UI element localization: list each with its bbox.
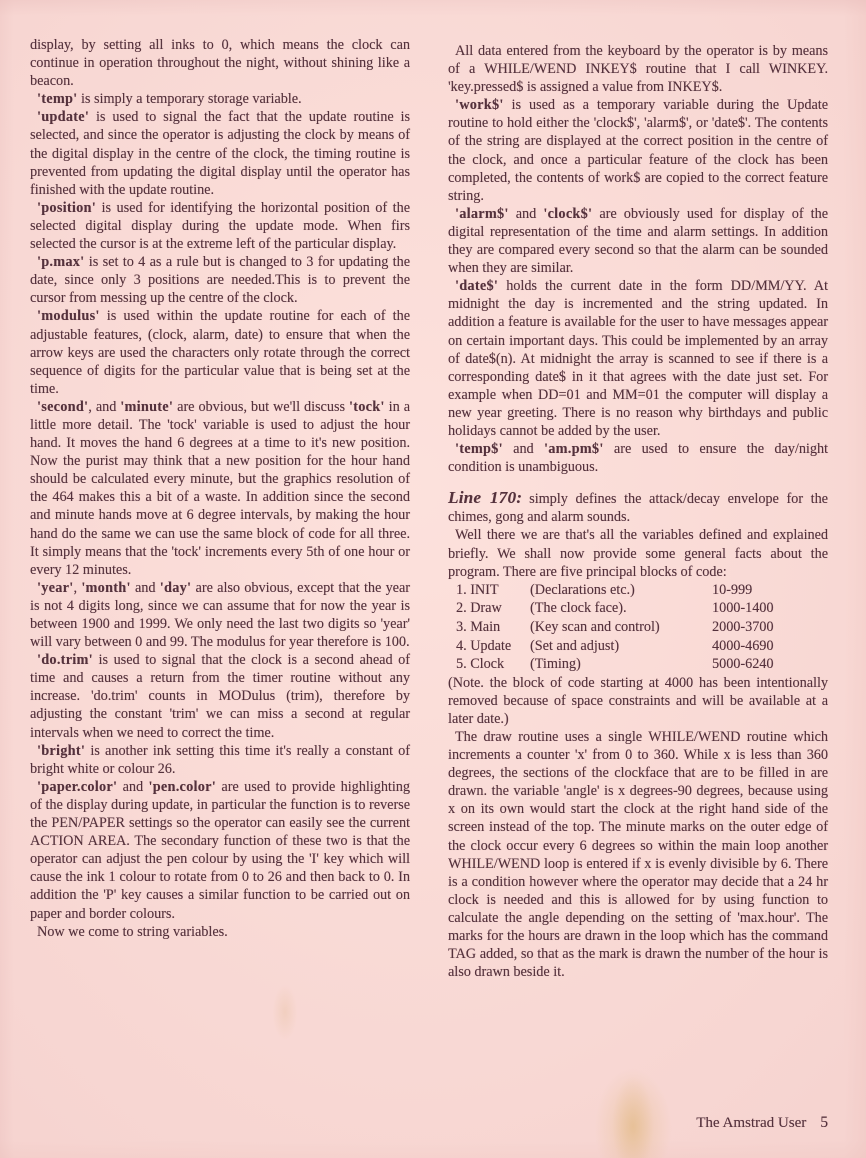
code-block-row: [456, 599, 828, 618]
body-text: Now we come to string variables.: [37, 923, 228, 940]
body-text: are also obvious, except that the year is not 4 digits long, since we can assume that for now the year is between 1900 and 1999. We only need the last two digits so 'year' will vary between 0 and 99. The modulus for year therefore is 100.: [30, 579, 410, 651]
paragraph: [30, 651, 410, 741]
code-blocks-table: [448, 581, 828, 674]
body-text: is used as a temporary variable during the Update routine to hold either the 'clock$', 'alarm$', or 'date$'. The contents of the string are displayed at the correct position in the centre of the clock, and once a particular feature of the clock has been completed, the contents of work$ are copied to the correct feature string.: [448, 97, 828, 204]
code-block-desc: (Key scan and control): [530, 618, 660, 635]
paragraph: [448, 728, 828, 981]
code-block-row: [456, 637, 828, 656]
paragraph: [448, 489, 828, 526]
body-text: are obvious, but we'll discuss: [173, 398, 349, 415]
body-text: All data entered from the keyboard by the operator is by means of a WHILE/WEND INKEY$ routine that I call WINKEY. 'key.pressed$ is assigned a value from INKEY$.: [448, 43, 828, 96]
body-text: Well there we are that's all the variables defined and explained briefly. We shall now provide some general facts about the program. There are five principal blocks of code:: [448, 527, 828, 580]
variable-name: 'second': [37, 398, 89, 415]
left-column: [30, 36, 410, 941]
body-text: and: [130, 579, 160, 596]
code-block-row: [456, 581, 828, 600]
code-block-desc: (Declarations etc.): [530, 581, 635, 598]
page-number: 5: [820, 1114, 828, 1131]
paragraph: [30, 742, 410, 778]
paragraph: [30, 253, 410, 307]
code-block-lines: 4000-4690: [712, 637, 774, 654]
body-text: is simply a temporary storage variable.: [77, 91, 302, 108]
right-column: [448, 42, 828, 981]
body-text: are used to ensure the day/night condition is unambiguous.: [448, 441, 828, 476]
code-block-row: [456, 655, 828, 674]
paragraph: [30, 307, 410, 397]
body-text: simply defines the attack/decay envelope for the chimes, gong and alarm sounds.: [448, 491, 828, 526]
paragraph: [448, 277, 828, 440]
code-block-name: 3. Main: [456, 618, 501, 635]
body-text: The draw routine uses a single WHILE/WEND routine which increments a counter 'x' from 0 to 360. While x is less than 360 degrees, the sections of the clockface that are to be filled in are drawn. the variable 'angle' is x degrees-90 degrees, because using x on its own would start the clock at the right hand side of the screen instead of the top. The minute marks on the outer edge of the clock occur every 6 degrees so within the main loop another WHILE/WEND loop is entered if x is evenly divisible by 6. There is a condition however where the operator may decide that a 24 hr clock is needed and this is allowed for by using function to calculate the angle depending on the setting of 'max.hour'. The marks for the hours are drawn in the loop which has the command TAG added, so that as the mark is drawn the number of the hour is also drawn beside it.: [448, 728, 828, 981]
paragraph: [448, 440, 828, 476]
paragraph: [448, 674, 828, 728]
code-block-desc: (Set and adjust): [530, 637, 620, 654]
variable-name: 'update': [37, 109, 90, 126]
variable-name: 'work$': [455, 97, 504, 114]
variable-name: 'temp$': [455, 441, 503, 458]
code-block-lines: 5000-6240: [712, 656, 774, 673]
page-footer: [448, 1114, 830, 1132]
paragraph: [448, 526, 828, 580]
body-text: in a little more detail. The 'tock' variable is used to adjust the hour hand. It moves the hand 6 degrees at a time to it's new position. Now the purist may think that a new position for the hour hand should be calculated every minute, but the graphics resolution of the 464 makes this a bit of a waste. In addition since the second and minute hands move at 6 degree intervals, by making the hour hand do the same we can use the same block of code for all three. It simply means that the 'tock' increments every 5th of one hour or every 12 minutes.: [30, 398, 410, 578]
variable-name: 'minute': [120, 398, 174, 415]
paragraph: [30, 199, 410, 253]
paragraph: [448, 96, 828, 205]
body-text: ,: [73, 579, 82, 596]
variable-name: 'clock$': [543, 205, 593, 222]
body-text: , and: [88, 398, 121, 415]
code-block-row: [456, 618, 828, 637]
code-block-name: 1. INIT: [456, 581, 499, 598]
paragraph: [30, 923, 410, 941]
variable-name: 'p.max': [37, 254, 85, 271]
variable-name: 'position': [37, 199, 96, 216]
variable-name: 'paper.color': [37, 778, 118, 795]
code-block-lines: 10-999: [712, 581, 753, 598]
body-text: is used to signal that the clock is a second ahead of time and causes a return from the timer routine without any increase. 'do.trim' counts in MODulus (trim), therefore by adjusting the constant 'trim' we can miss a second at regular intervals when we need to correct the time.: [30, 652, 410, 741]
body-text: is used within the update routine for each of the adjustable features, (clock, alarm, date) to ensure that when the arrow keys are used the characters only rotate through the correct sequence of digits for the particular value that is being set at the time.: [30, 308, 410, 397]
paragraph: [30, 778, 410, 923]
variable-name: 'day': [159, 579, 192, 596]
paragraph: [30, 90, 410, 108]
variable-name: 'do.trim': [37, 652, 93, 669]
code-block-lines: 1000-1400: [712, 600, 774, 617]
code-block-desc: (Timing): [530, 656, 581, 673]
variable-name: 'temp': [37, 91, 78, 108]
code-block-name: 2. Draw: [456, 600, 502, 617]
section-heading: Line 170:: [448, 488, 523, 508]
variable-name: 'modulus': [37, 308, 100, 325]
body-text: is used for identifying the horizontal position of the selected digital display during the update mode. When firs selected the cursor is at the extreme left of the particular display.: [30, 199, 410, 253]
body-text: and: [502, 441, 545, 458]
body-text: and: [508, 205, 544, 222]
variable-name: 'bright': [37, 742, 86, 759]
body-text: is another ink setting this time it's really a constant of bright white or colour 26.: [30, 742, 410, 777]
paragraph: [30, 398, 410, 579]
body-text: (Note. the block of code starting at 4000 has been intentionally removed because of space constraints and will be available at a later date.): [448, 674, 828, 727]
body-text: are used to provide highlighting of the display during update, in particular the function is to reverse the PEN/PAPER settings so the operator can easily see the current ACTION AREA. The secondary function of these two is that the operator can adjust the pen colour by using the 'I' key which will cause the ink 1 colour to rotate from 0 to 26 and then back to 0. In addition the 'P' key causes a similar function to be carried out on paper and border colours.: [30, 778, 410, 922]
paragraph: [30, 579, 410, 651]
variable-name: 'alarm$': [455, 205, 509, 222]
variable-name: 'pen.color': [148, 778, 217, 795]
code-block-name: 5. Clock: [456, 656, 505, 673]
body-text: is set to 4 as a rule but is changed to 3 for updating the date, since only 3 positions are needed.This is to prevent the cursor from messing up the centre of the clock.: [30, 254, 410, 307]
body-text: is used to signal the fact that the update routine is selected, and since the operator is adjusting the clock by means of the digital display in the centre of the clock, the timing routine is prevented from updating the digital display until the operator has finished with the update routine.: [30, 109, 410, 198]
code-block-desc: (The clock face).: [530, 600, 627, 617]
variable-name: 'date$': [455, 278, 499, 295]
paragraph: [30, 108, 410, 198]
variable-name: 'year': [37, 579, 74, 596]
body-text: display, by setting all inks to 0, which means the clock can continue in operation throughout the night, without shining like a beacon.: [30, 37, 410, 90]
body-text: and: [117, 778, 149, 795]
paragraph: [30, 36, 410, 90]
body-text: are obviously used for display of the digital representation of the time and alarm settings. In addition they are compared every second so that the alarm can be sounded when they are similar.: [448, 205, 828, 277]
journal-title: The Amstrad User: [696, 1115, 807, 1131]
variable-name: 'am.pm$': [544, 441, 604, 458]
variable-name: 'month': [81, 579, 131, 596]
code-block-name: 4. Update: [456, 637, 512, 654]
code-block-lines: 2000-3700: [712, 618, 774, 635]
paragraph: [448, 42, 828, 96]
variable-name: 'tock': [348, 398, 385, 415]
body-text: holds the current date in the form DD/MM/YY. At midnight the day is incremented and the string updated. In addition a feature is available for the user to have messages appear on certain important days. This could be implemented by an array of date$(n). At midnight the array is scanned to see if there is a corresponding date$ in it that agrees with the date just set. For example when DD=01 and MM=01 the computer will display a new year greeting. There is no reason why birthdays and public holidays cannot be added by the user.: [448, 278, 828, 439]
paragraph: [448, 205, 828, 277]
